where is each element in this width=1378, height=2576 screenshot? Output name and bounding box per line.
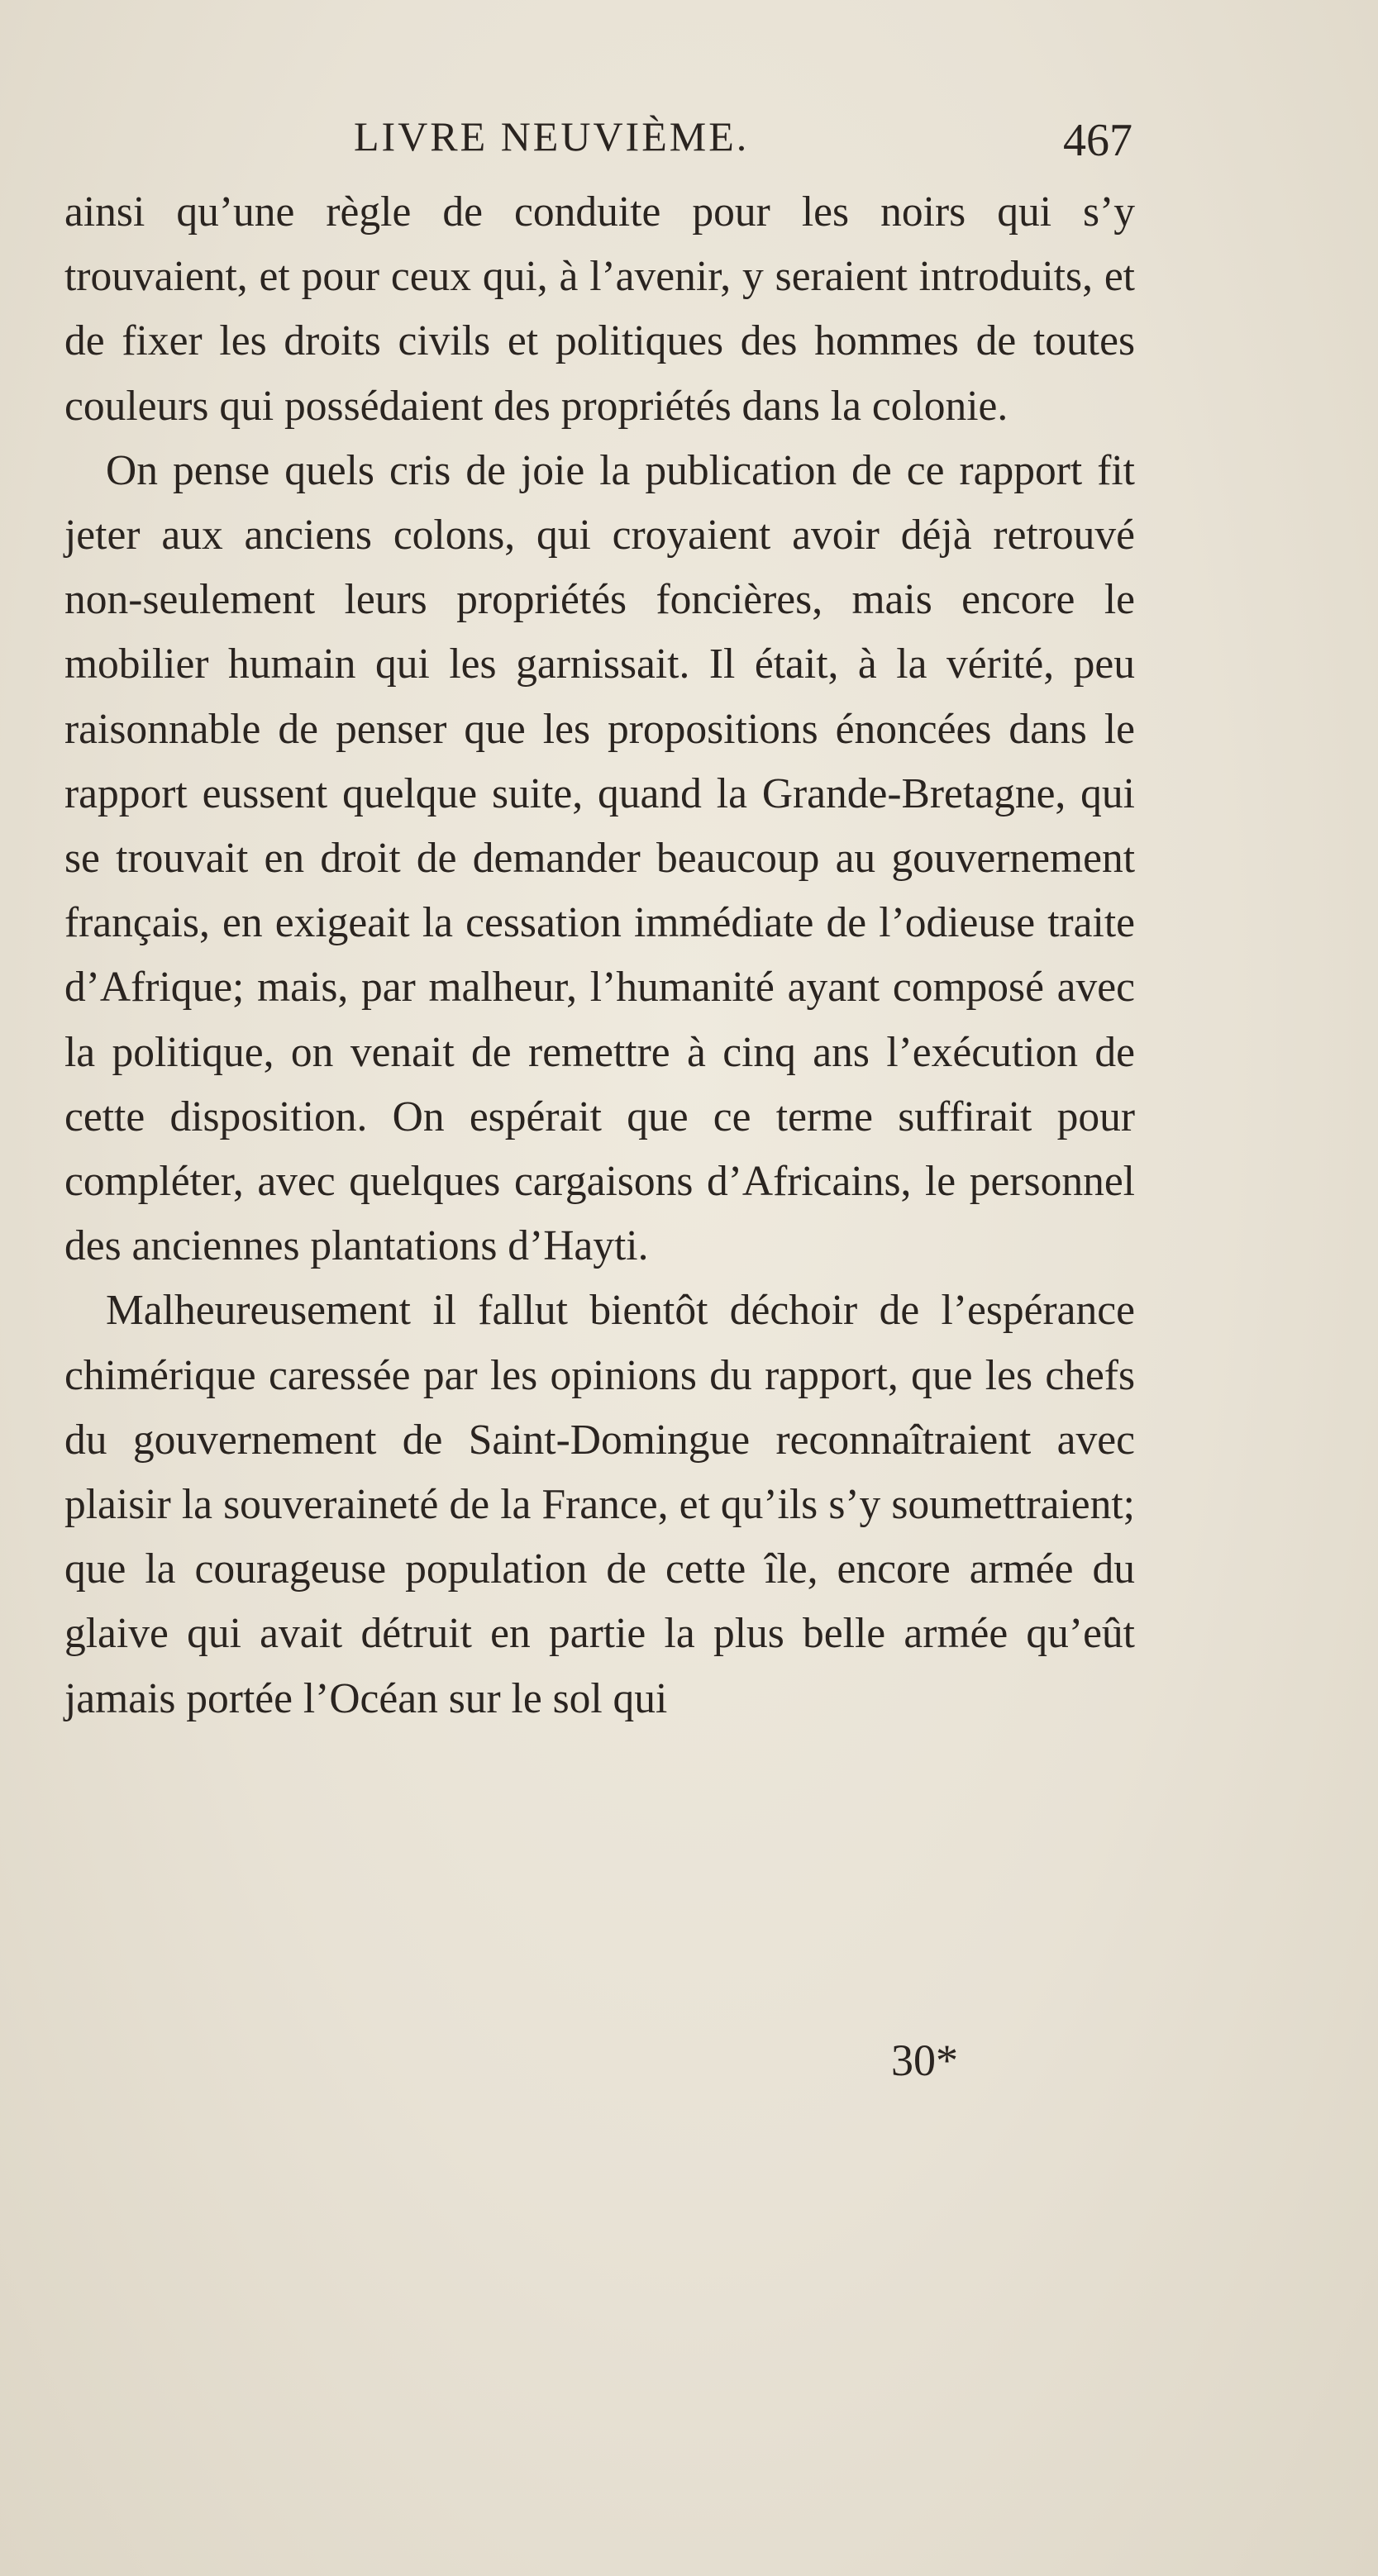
paragraph-2: On pense quels cris de joie la publication de ce rapport fit jeter aux anciens colons, qui croyaient avoir déjà retrouvé non-seulement leurs propriétés foncières, mais encore le mobilier humain qui les garnissait. Il était, à la vérité, peu raisonnable de penser que les propositions énoncées dans le rapport eussent quelque suite, quand la Grande-Bretagne, qui se trouvait en droit de demander beaucoup au gouvernement français, en exigeait la cessation immédiate de l’odieuse traite d’Afrique; mais, par malheur, l’humanité ayant composé avec la politique, on venait de remettre à cinq ans l’exécution de cette disposition. On espérait que ce terme suffirait pour compléter, avec quelques cargaisons d’Africains, le personnel des anciennes plantations d’Hayti. [64,446,1135,1270]
body-text [64,180,1135,1731]
page-number: 467 [1063,115,1132,166]
signature-mark: 30* [891,2036,958,2085]
paragraph-1: ainsi qu’une règle de conduite pour les noirs qui s’y trouvaient, et pour ceux qui, à l’avenir, y seraient introduits, et de fixer les droits civils et politiques des hommes de toutes couleurs qui possédaient des propriétés dans la colonie. [64,188,1135,430]
page-header [66,109,1132,175]
running-title: LIVRE NEUVIÈME. [354,113,750,160]
paragraph-3: Malheureusement il fallut bientôt déchoir de l’espérance chimérique caressée par les opinions du rapport, que les chefs du gouvernement de Saint-Domingue reconnaîtraient avec plaisir la souveraineté de la France, et qu’ils s’y soumettraient; que la courageuse population de cette île, encore armée du glaive qui avait détruit en partie la plus belle armée qu’eût jamais portée l’Océan sur le sol qui [64,1287,1135,1722]
